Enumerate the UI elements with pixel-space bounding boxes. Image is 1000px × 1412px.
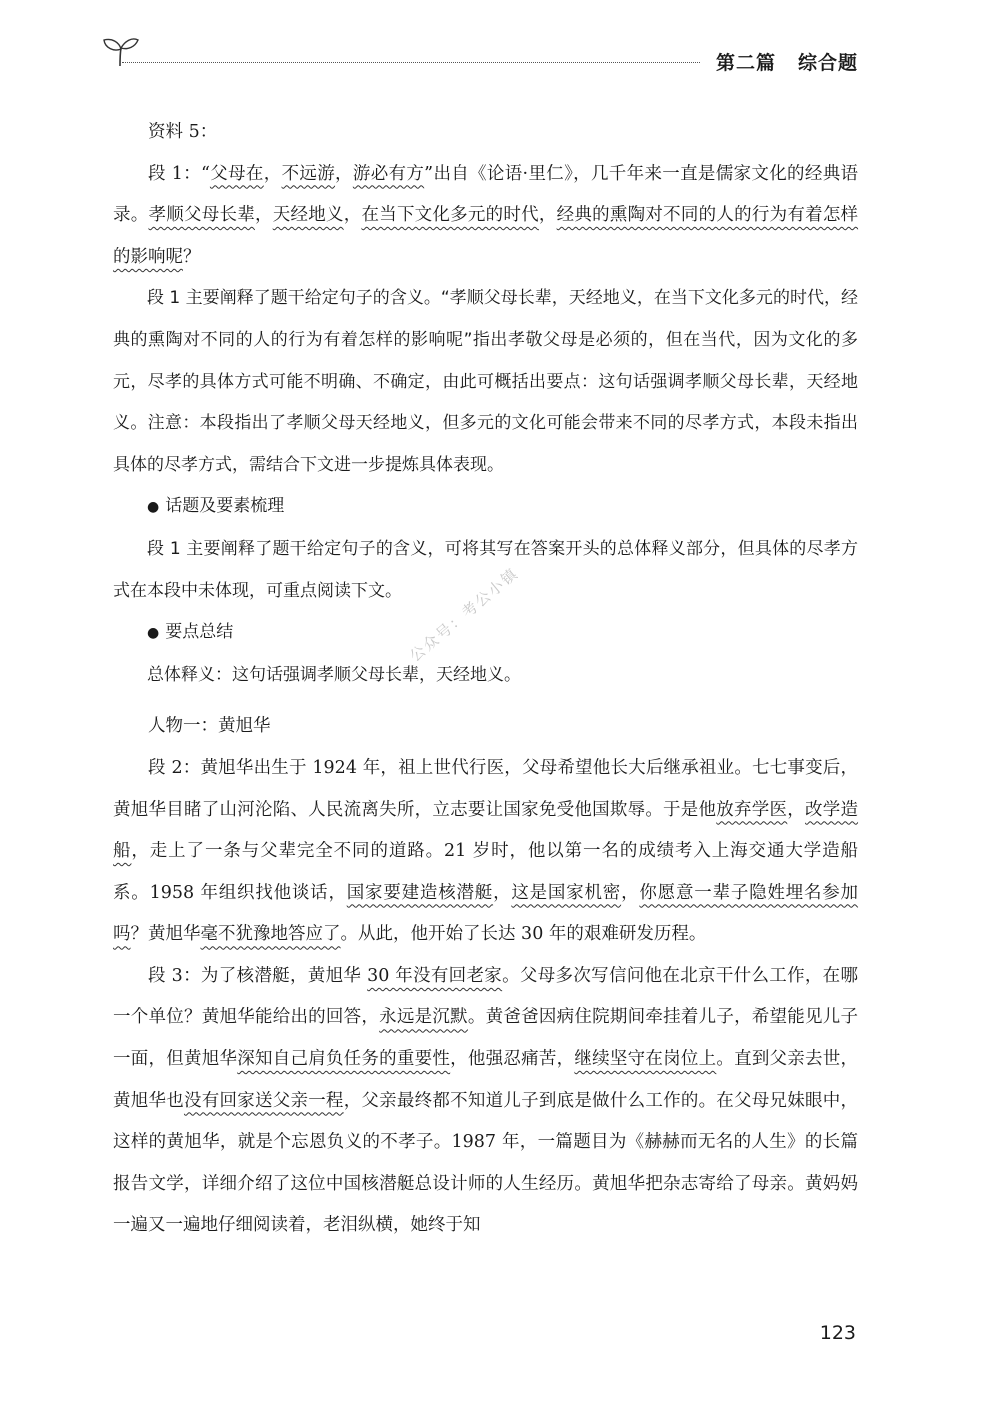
section-label: 综合题 [797,52,858,74]
page-header [100,30,860,80]
summary-text: 总体释义：这句话强调孝顺父母长辈，天经地义。 [147,664,521,685]
sprout-icon [100,32,140,72]
watermark: 公众号：考公小镇 [406,564,523,666]
topic-heading: ● 话题及要素梳理 [147,496,285,517]
paragraph-1: 段 1：“父母在，不远游，游必有方”出自《论语·里仁》，几千年来一直是儒家文化的经典语录。孝顺父母长辈，天经地义，在当下文化多元的时代，经典的熏陶对不同的人的行为有着怎样的影响呢？ [113,163,859,267]
header-rule [122,62,700,63]
material-title: 资料 5： [148,122,218,142]
page-content [113,112,858,1247]
person-title: 人物一：黄旭华 [148,716,271,737]
part-label: 第二篇 [715,52,776,74]
paragraph-3: 段 3：为了核潜艇，黄旭华 30 年没有回老家。父母多次写信问他在北京干什么工作，在哪一个单位？黄旭华能给出的回答，永远是沉默。黄爸爸因病住院期间牵挂着儿子，希望能见儿子一面，但黄旭华深知自己肩负任务的重要性，他强忍痛苦，继续坚守在岗位上。直到父亲去世，黄旭华也没有回家送父亲一程，父亲最终都不知道儿子到底是做什么工作的。在父母兄妹眼中，这样的黄旭华，就是个忘恩负义的不孝子。1987 年，一篇题目为《赫赫而无名的人生》的长篇报告文学，详细介绍了这位中国核潜艇总设计师的人生经历。黄旭华把杂志寄给了母亲。黄妈妈一遍又一遍地仔细阅读着，老泪纵横，她终于知 [113,965,859,1236]
analysis-paragraph-1: 段 1 主要阐释了题干给定句子的含义。“孝顺父母长辈，天经地义，在当下文化多元的时代，经典的熏陶对不同的人的行为有着怎样的影响呢”指出孝敬父母是必须的，但在当代，因为文化的多元，尽孝的具体方式可能不明确、不确定，由此可概括出要点：这句话强调孝顺父母长辈，天经地义。注意：本段指出了孝顺父母天经地义，但多元的文化可能会带来不同的尽孝方式，本段未指出具体的尽孝方式，需结合下文进一步提炼具体表现。 [113,288,858,475]
bullet-icon: ● [147,499,160,516]
page-number: 123 [819,1322,856,1344]
paragraph-2: 段 2：黄旭华出生于 1924 年，祖上世代行医，父母希望他长大后继承祖业。七七事变后，黄旭华目睹了山河沦陷、人民流离失所，立志要让国家免受他国欺辱。于是他放弃学医，改学造船，走上了一条与父辈完全不同的道路。21 岁时，他以第一名的成绩考入上海交通大学造船系。1958 年组织找他谈话，国家要建造核潜艇，这是国家机密，你愿意一辈子隐姓埋名参加吗？黄旭华毫不犹豫地答应了。从此，他开始了长达 30 年的艰难研发历程。 [113,757,859,945]
section-title [716,48,858,75]
topic-text: 段 1 主要阐释了题干给定句子的含义，可将其写在答案开头的总体释义部分，但具体的尽孝方式在本段中未体现，可重点阅读下文。 [113,538,858,601]
bullet-icon: ● [147,625,160,642]
summary-heading: ● 要点总结 [147,622,234,643]
